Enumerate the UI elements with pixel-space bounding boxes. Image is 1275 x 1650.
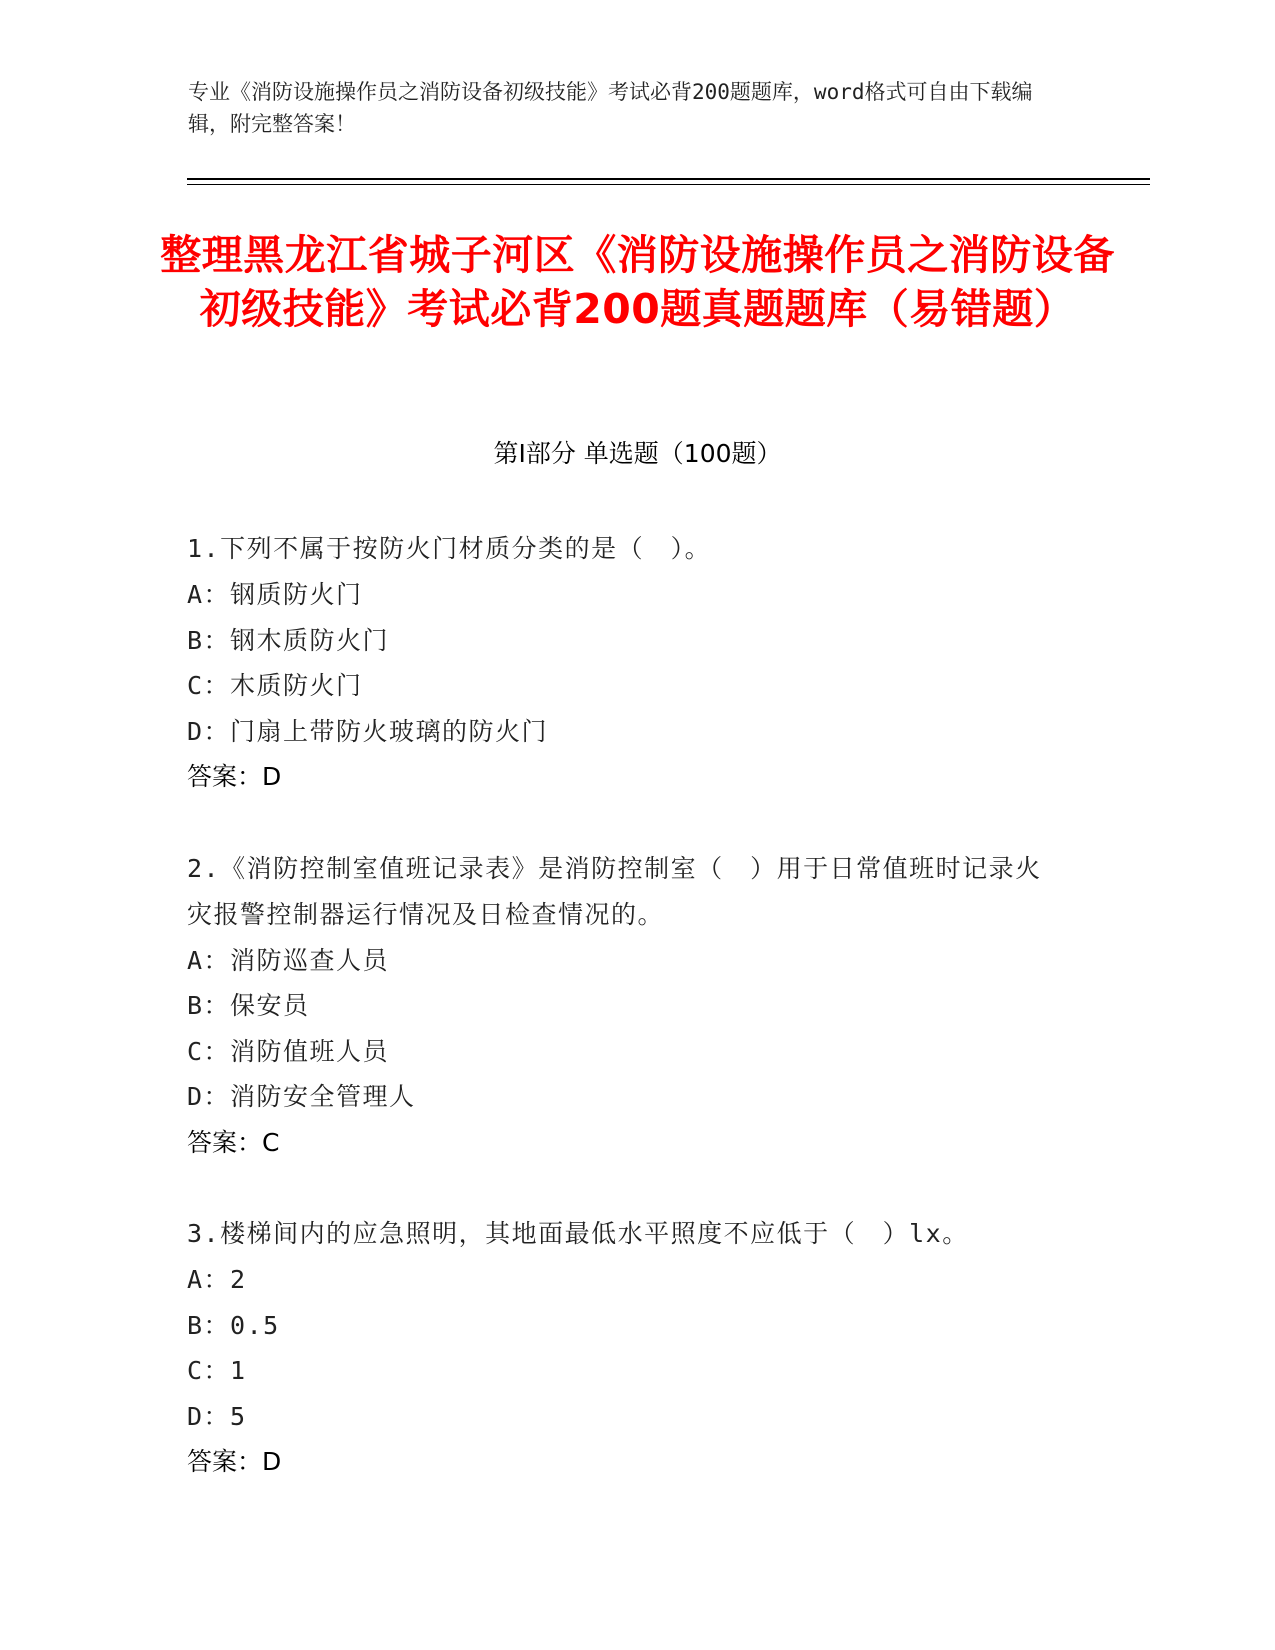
option-a: A：钢质防火门: [187, 580, 363, 609]
question-2: [187, 846, 1067, 1166]
question-stem: 2.《消防控制室值班记录表》是消防控制室（ ）用于日常值班时记录火灾报警控制器运行情况及日检查情况的。: [187, 853, 1042, 929]
option-d: D：门扇上带防火玻璃的防火门: [187, 716, 549, 746]
header-divider-thin: [187, 184, 1150, 185]
option-c: C：消防值班人员: [187, 1036, 390, 1066]
option-b: B：保安员: [187, 991, 310, 1020]
option-d: D：5: [187, 1401, 247, 1431]
option-a: A：2: [187, 1265, 247, 1294]
header-note: 专业《消防设施操作员之消防设备初级技能》考试必背200题题库，word格式可自由下载编辑，附完整答案！: [188, 80, 1033, 136]
header-divider-thick: [187, 178, 1150, 180]
option-b: B：0.5: [187, 1310, 280, 1340]
option-b: B：钢木质防火门: [187, 625, 390, 655]
question-stem: 3.楼梯间内的应急照明，其地面最低水平照度不应低于（ ）lx。: [187, 1219, 969, 1248]
question-1: [187, 526, 1067, 800]
answer: 答案：D: [187, 762, 282, 791]
option-d: D：消防安全管理人: [187, 1082, 416, 1111]
document-title: 整理黑龙江省城子河区《消防设施操作员之消防设备初级技能》考试必背200题真题题库（易错题）: [160, 231, 1115, 333]
option-c: C：木质防火门: [187, 671, 363, 700]
question-stem: 1.下列不属于按防火门材质分类的是（ ）。: [187, 534, 712, 563]
section-title: 第Ⅰ部分 单选题（100题）: [493, 439, 782, 468]
answer: 答案：D: [187, 1447, 282, 1476]
question-3: [187, 1211, 1067, 1485]
answer: 答案：C: [187, 1127, 280, 1157]
question-list: [187, 526, 1067, 1531]
option-a: A：消防巡查人员: [187, 945, 390, 975]
option-c: C：1: [187, 1356, 247, 1385]
